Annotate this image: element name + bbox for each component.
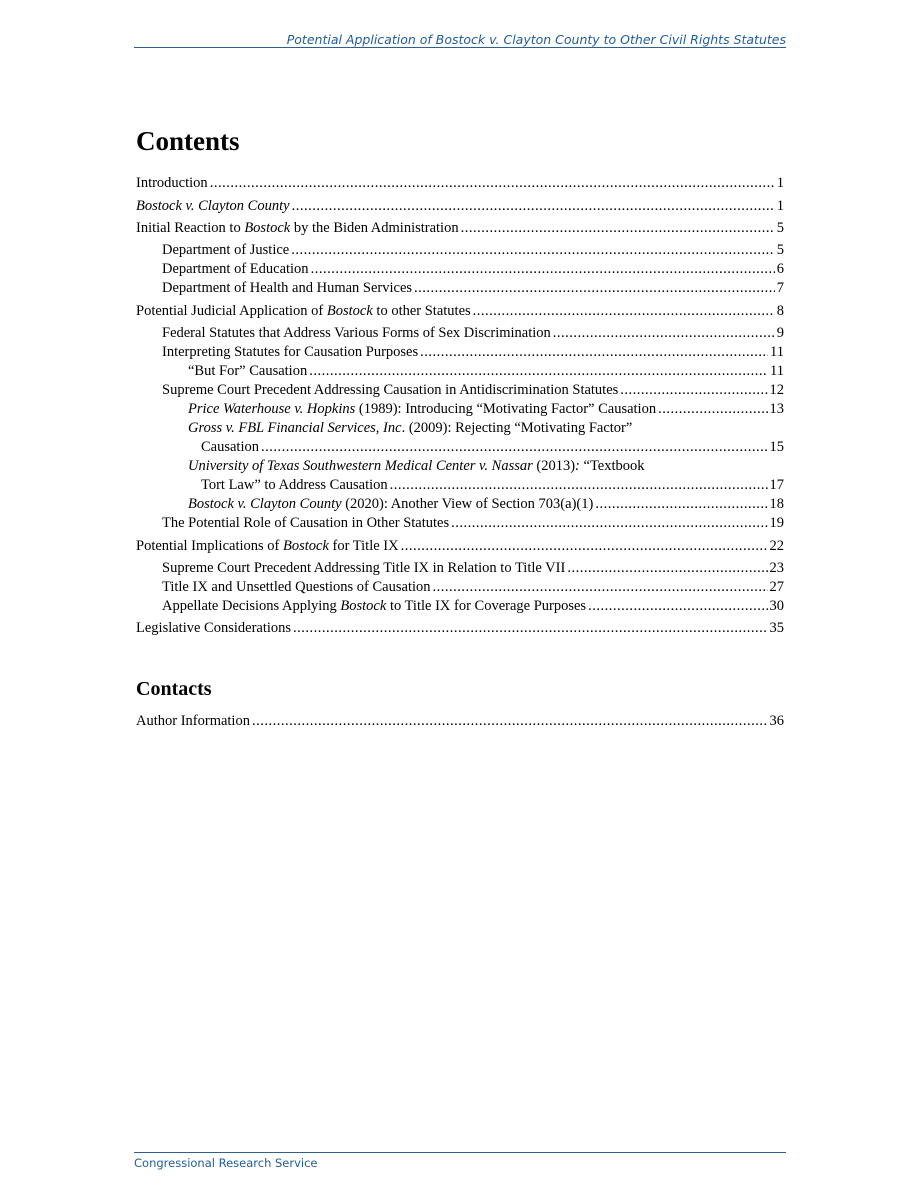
toc-page-number: 8: [776, 303, 784, 319]
toc-entry[interactable]: [162, 381, 784, 400]
toc-title-segment: . (2009): Rejecting “Motivating Factor”: [401, 420, 633, 436]
toc-title-segment: Bostock: [340, 598, 387, 614]
footer-text: Congressional Research Service: [134, 1156, 318, 1170]
toc-title-segment: “Textbook: [579, 458, 645, 474]
toc-page-number: 1: [776, 175, 784, 191]
toc-page-number: 27: [769, 579, 784, 595]
toc-title-segment: Price Waterhouse v. Hopkins: [188, 401, 356, 417]
toc-title-segment: Causation: [201, 439, 259, 455]
toc-entry[interactable]: [188, 362, 784, 381]
toc-title-segment: Legislative Considerations: [136, 620, 292, 636]
toc-title-segment: Appellate Decisions Applying: [162, 598, 341, 614]
toc-entry-title: [136, 619, 291, 638]
toc-entry[interactable]: [162, 597, 784, 616]
toc-entry[interactable]: [136, 219, 784, 238]
header-title: Potential Application of Bostock v. Clayton County to Other Civil Rights Statutes: [286, 32, 786, 47]
contents-heading: Contents: [136, 126, 240, 156]
dot-leader: [309, 362, 768, 381]
toc-entry[interactable]: [162, 559, 784, 578]
toc-title-segment: (1989): Introducing “Motivating Factor” Causation: [355, 401, 657, 417]
toc-entry[interactable]: [136, 174, 784, 193]
toc-entry-title: [162, 597, 586, 616]
dot-leader: [461, 219, 775, 238]
toc-entry[interactable]: [162, 578, 784, 597]
toc-page-number: 5: [776, 242, 784, 258]
toc-title-segment: Department of Education: [162, 261, 309, 277]
toc-entry[interactable]: [162, 260, 784, 279]
toc-title-segment: Title IX and Unsettled Questions of Causation: [162, 579, 431, 595]
toc-title-segment: to other Statutes: [372, 303, 471, 319]
dot-leader: [291, 241, 775, 260]
toc-page-number: 15: [769, 439, 784, 455]
toc-page-number: 7: [776, 280, 784, 296]
dot-leader: [567, 559, 767, 578]
toc-entry[interactable]: [188, 400, 784, 419]
toc-entry[interactable]: [136, 302, 784, 321]
dot-leader: [401, 537, 768, 556]
running-footer: [134, 1152, 786, 1170]
toc-title-segment: Introduction: [136, 175, 208, 191]
toc-title-segment: The Potential Role of Causation in Other Statutes: [162, 515, 450, 531]
dot-leader: [473, 302, 775, 321]
toc-entry[interactable]: [188, 419, 784, 438]
toc-entry-title: [188, 400, 656, 419]
toc-entry[interactable]: [136, 712, 784, 731]
toc-entry[interactable]: [162, 343, 784, 362]
toc-page-number: 19: [769, 515, 784, 531]
toc-title-segment: Potential Implications of: [136, 538, 283, 554]
toc-title-segment: Potential Judicial Application of: [136, 303, 327, 319]
toc-title-segment: Initial Reaction to: [136, 220, 245, 236]
toc-entry-title: [136, 219, 459, 238]
toc-title-segment: Interpreting Statutes for Causation Purposes: [162, 344, 419, 360]
toc-entry-title: [136, 174, 208, 193]
toc-page-number: 35: [769, 620, 784, 636]
dot-leader: [210, 174, 775, 193]
toc-entry-title: [188, 457, 645, 476]
dot-leader: [252, 712, 768, 731]
dot-leader: [293, 619, 767, 638]
toc-entry-title: [188, 495, 593, 514]
toc-entry-title: [136, 302, 471, 321]
toc-page-number: 5: [776, 220, 784, 236]
toc-entry[interactable]: [136, 197, 784, 216]
toc-entry-title: [136, 712, 250, 731]
dot-leader: [588, 597, 767, 616]
dot-leader: [620, 381, 767, 400]
dot-leader: [658, 400, 767, 419]
toc-page-number: 17: [769, 477, 784, 493]
toc-entry-title: [162, 279, 412, 298]
toc-entry-title: [162, 324, 551, 343]
toc-page-number: 9: [776, 325, 784, 341]
running-header: [134, 32, 786, 48]
toc-title-segment: Bostock: [244, 220, 291, 236]
toc-entry-title: [136, 197, 290, 216]
dot-leader: [553, 324, 775, 343]
dot-leader: [390, 476, 768, 495]
toc-page-number: 36: [769, 713, 784, 729]
toc-title-segment: to Title IX for Coverage Purposes: [386, 598, 587, 614]
toc-entry-title: [162, 343, 418, 362]
toc-page-number: 1: [776, 198, 784, 214]
toc-title-segment: for Title IX: [328, 538, 399, 554]
toc-entry-title: [188, 419, 632, 438]
toc-entry[interactable]: [162, 279, 784, 298]
toc-page-number: 23: [769, 560, 784, 576]
dot-leader: [292, 197, 775, 216]
toc-title-segment: University of Texas Southwestern Medical Center v. Nassar: [188, 458, 533, 474]
toc-entry[interactable]: [162, 241, 784, 260]
contacts-heading: Contacts: [136, 678, 212, 700]
toc-entry[interactable]: [136, 619, 784, 638]
toc-entry-title: [162, 241, 289, 260]
toc-title-segment: Department of Health and Human Services: [162, 280, 413, 296]
toc-entry-title: [162, 514, 449, 533]
toc-entry-title: [136, 537, 399, 556]
toc-title-segment: Department of Justice: [162, 242, 290, 258]
toc-title-segment: Supreme Court Precedent Addressing Title IX in Relation to Title VII: [162, 560, 566, 576]
toc-entry-title: [162, 381, 618, 400]
toc-title-segment: Bostock v. Clayton County: [188, 496, 342, 512]
toc-entry-title: [162, 559, 565, 578]
dot-leader: [420, 343, 768, 362]
toc-title-segment: Author Information: [136, 713, 250, 729]
toc-title-segment: “But For” Causation: [188, 363, 308, 379]
toc-title-segment: Bostock v. Clayton County: [136, 198, 290, 214]
toc-entry[interactable]: [136, 537, 784, 556]
toc-page-number: 13: [769, 401, 784, 417]
toc-entry-title: [201, 438, 259, 457]
toc-entry-title: [162, 260, 309, 279]
toc-entry[interactable]: [188, 457, 784, 476]
dot-leader: [311, 260, 775, 279]
toc-page-number: 11: [770, 363, 784, 379]
toc-entry[interactable]: [201, 476, 784, 495]
toc-entry-title: [188, 362, 307, 381]
toc-entry[interactable]: [188, 495, 784, 514]
toc-entry-title: [201, 476, 388, 495]
toc-title-segment: Supreme Court Precedent Addressing Causation in Antidiscrimination Statutes: [162, 382, 619, 398]
toc-title-segment: Tort Law” to Address Causation: [201, 477, 388, 493]
dot-leader: [595, 495, 767, 514]
toc-title-segment: Gross v. FBL Financial Services, Inc: [188, 420, 402, 436]
toc-entry[interactable]: [162, 324, 784, 343]
toc-page-number: 18: [769, 496, 784, 512]
toc-page-number: 12: [769, 382, 784, 398]
toc-title-segment: Federal Statutes that Address Various Forms of Sex Discrimination: [162, 325, 551, 341]
toc-title-segment: Bostock: [283, 538, 329, 554]
dot-leader: [414, 279, 775, 298]
toc-title-segment: :: [575, 458, 580, 474]
toc-entry-title: [162, 578, 431, 597]
toc-title-segment: by the Biden Administration: [290, 220, 459, 236]
toc-page-number: 30: [769, 598, 784, 614]
toc-page-number: 6: [776, 261, 784, 277]
dot-leader: [433, 578, 768, 597]
toc-title-segment: (2013): [532, 458, 576, 474]
toc-title-segment: (2020): Another View of Section 703(a)(1): [341, 496, 594, 512]
dot-leader: [261, 438, 768, 457]
toc-title-segment: Bostock: [326, 303, 373, 319]
toc-entry[interactable]: [162, 514, 784, 533]
toc-page-number: 11: [770, 344, 784, 360]
dot-leader: [451, 514, 767, 533]
toc-entry[interactable]: [201, 438, 784, 457]
toc-page-number: 22: [769, 538, 784, 554]
